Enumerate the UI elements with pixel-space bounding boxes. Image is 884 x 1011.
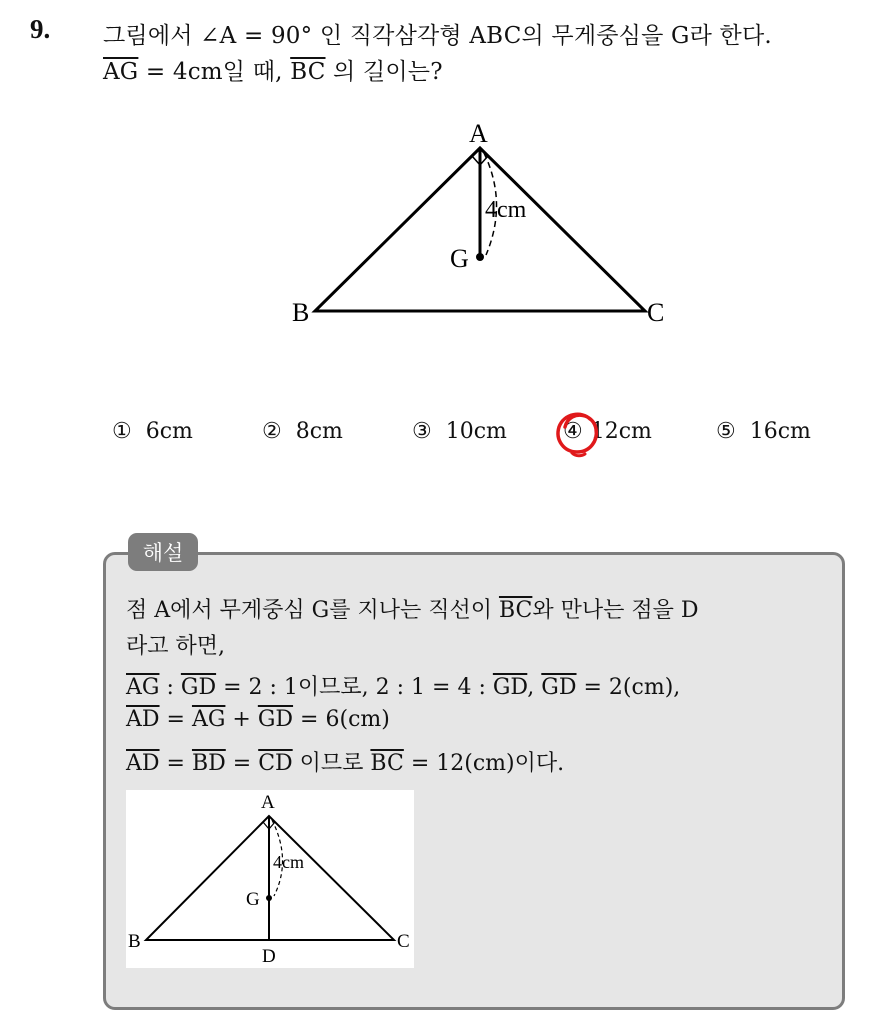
question-text-line2: $\overline{AG} = 4cm$일 때, $\overline{BC}$ 의 길이는? <box>103 59 443 85</box>
segment-bc: $\overline{BC}$ <box>290 59 326 85</box>
answer-circle-mark <box>552 407 604 459</box>
vertex-c-label: C <box>647 298 665 327</box>
solution-line4: $\overline{AD} = \overline{AG} + \overline{GD} = 6(cm)$ <box>126 707 390 732</box>
solution-tag: 해설 <box>128 533 198 571</box>
triangle-figure <box>280 115 680 335</box>
choice-5[interactable]: ⑤ 16cm <box>716 419 811 444</box>
choice-2[interactable]: ② 8cm <box>262 419 343 444</box>
solution-line3: $\overline{AG}$ : $\overline{GD} = 2$ : 1이므로, 2 : 1 = 4 : $\overline{GD}$, $\overline{GD} = 2(cm)$, <box>126 675 681 700</box>
vertex-b-label: B <box>292 298 310 327</box>
question-number: 9. <box>30 14 51 44</box>
length-label: 4cm <box>273 852 304 872</box>
centroid-label: G <box>450 244 469 273</box>
centroid-point <box>266 895 272 901</box>
length-label: 4cm <box>485 197 527 223</box>
segment-bc: $\overline{BC}$ <box>498 598 533 623</box>
vertex-a-label: A <box>261 792 275 813</box>
question-text-line1: 그림에서 ∠A = 90° 인 직각삼각형 ABC의 무게중심을 G라 한다. <box>103 23 772 49</box>
vertex-a-label: A <box>469 119 488 148</box>
foot-d-label: D <box>262 946 276 967</box>
choice-1[interactable]: ① 6cm <box>112 419 193 444</box>
solution-line1: 점 A에서 무게중심 G를 지나는 직선이 $\overline{BC}$와 만나는 점을 D <box>126 598 699 623</box>
solution-triangle-figure <box>126 790 414 968</box>
choice-3[interactable]: ③ 10cm <box>412 419 507 444</box>
centroid-point <box>476 253 484 261</box>
solution-line5: $\overline{AD} = \overline{BD} = \overline{CD}$ 이므로 $\overline{BC} = 12(cm)$이다. <box>126 751 565 776</box>
solution-line2: 라고 하면, <box>126 634 225 659</box>
vertex-b-label: B <box>128 931 141 952</box>
centroid-label: G <box>246 889 260 910</box>
vertex-c-label: C <box>397 931 410 952</box>
segment-ag: $\overline{AG}$ <box>103 59 139 85</box>
choice-4[interactable]: ④ 12cm <box>563 419 652 444</box>
